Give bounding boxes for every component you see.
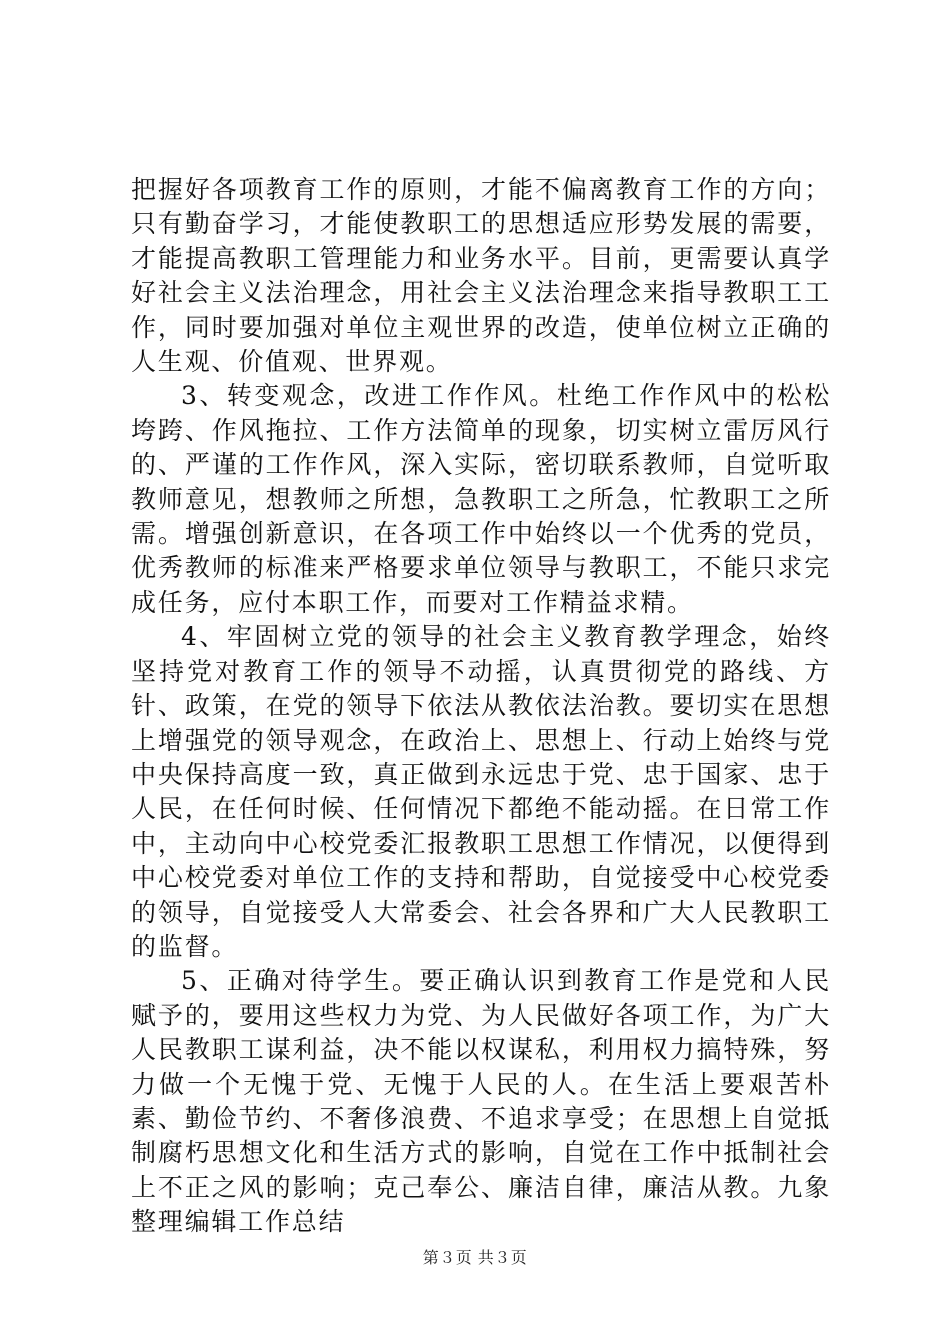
page-number-footer: 第３页 共３页 bbox=[422, 1248, 528, 1267]
paragraph-continuation: 把握好各项教育工作的原则，才能不偏离教育工作的方向；只有勤奋学习，才能使教职工的思想适应形势发展的需要，才能提高教职工管理能力和业务水平。目前，更需要认真学好社会主义法治理念，用社会主义法治理念来指导教职工工作，同时要加强对单位主观世界的改造，使单位树立正确的人生观、价值观、世界观。 bbox=[131, 175, 831, 377]
paragraph-item-3: 3、转变观念，改进工作作风。杜绝工作作风中的松松垮跨、作风拖拉、工作方法简单的现象，切实树立雷厉风行的、严谨的工作作风，深入实际，密切联系教师，自觉听取教师意见，想教师之所想，急教职工之所急，忙教职工之所需。增强创新意识，在各项工作中始终以一个优秀的党员，优秀教师的标准来严格要求单位领导与教职工，不能只求完成任务，应付本职工作，而要对工作精益求精。 bbox=[131, 381, 831, 617]
paragraph-item-5: 5、正确对待学生。要正确认识到教育工作是党和人民赋予的，要用这些权力为党、为人民做好各项工作，为广大人民教职工谋利益，决不能以权谋私，利用权力搞特殊，努力做一个无愧于党、无愧于人民的人。在生活上要艰苦朴素、勤俭节约、不奢侈浪费、不追求享受；在思想上自觉抵制腐朽思想文化和生活方式的影响，自觉在工作中抵制社会上不正之风的影响；克己奉公、廉洁自律，廉洁从教。九象整理编辑工作总结 bbox=[131, 966, 831, 1237]
paragraph-item-4: 4、牢固树立党的领导的社会主义教育教学理念，始终坚持党对教育工作的领导不动摇，认真贯彻党的路线、方针、政策，在党的领导下依法从教依法治教。要切实在思想上增强党的领导观念，在政治上、思想上、行动上始终与党中央保持高度一致，真正做到永远忠于党、忠于国家、忠于人民，在任何时候、任何情况下都绝不能动摇。在日常工作中，主动向中心校党委汇报教职工思想工作情况，以便得到中心校党委对单位工作的支持和帮助，自觉接受中心校党委的领导，自觉接受人大常委会、社会各界和广大人民教职工的监督。 bbox=[131, 622, 831, 961]
document-body bbox=[131, 173, 831, 1240]
